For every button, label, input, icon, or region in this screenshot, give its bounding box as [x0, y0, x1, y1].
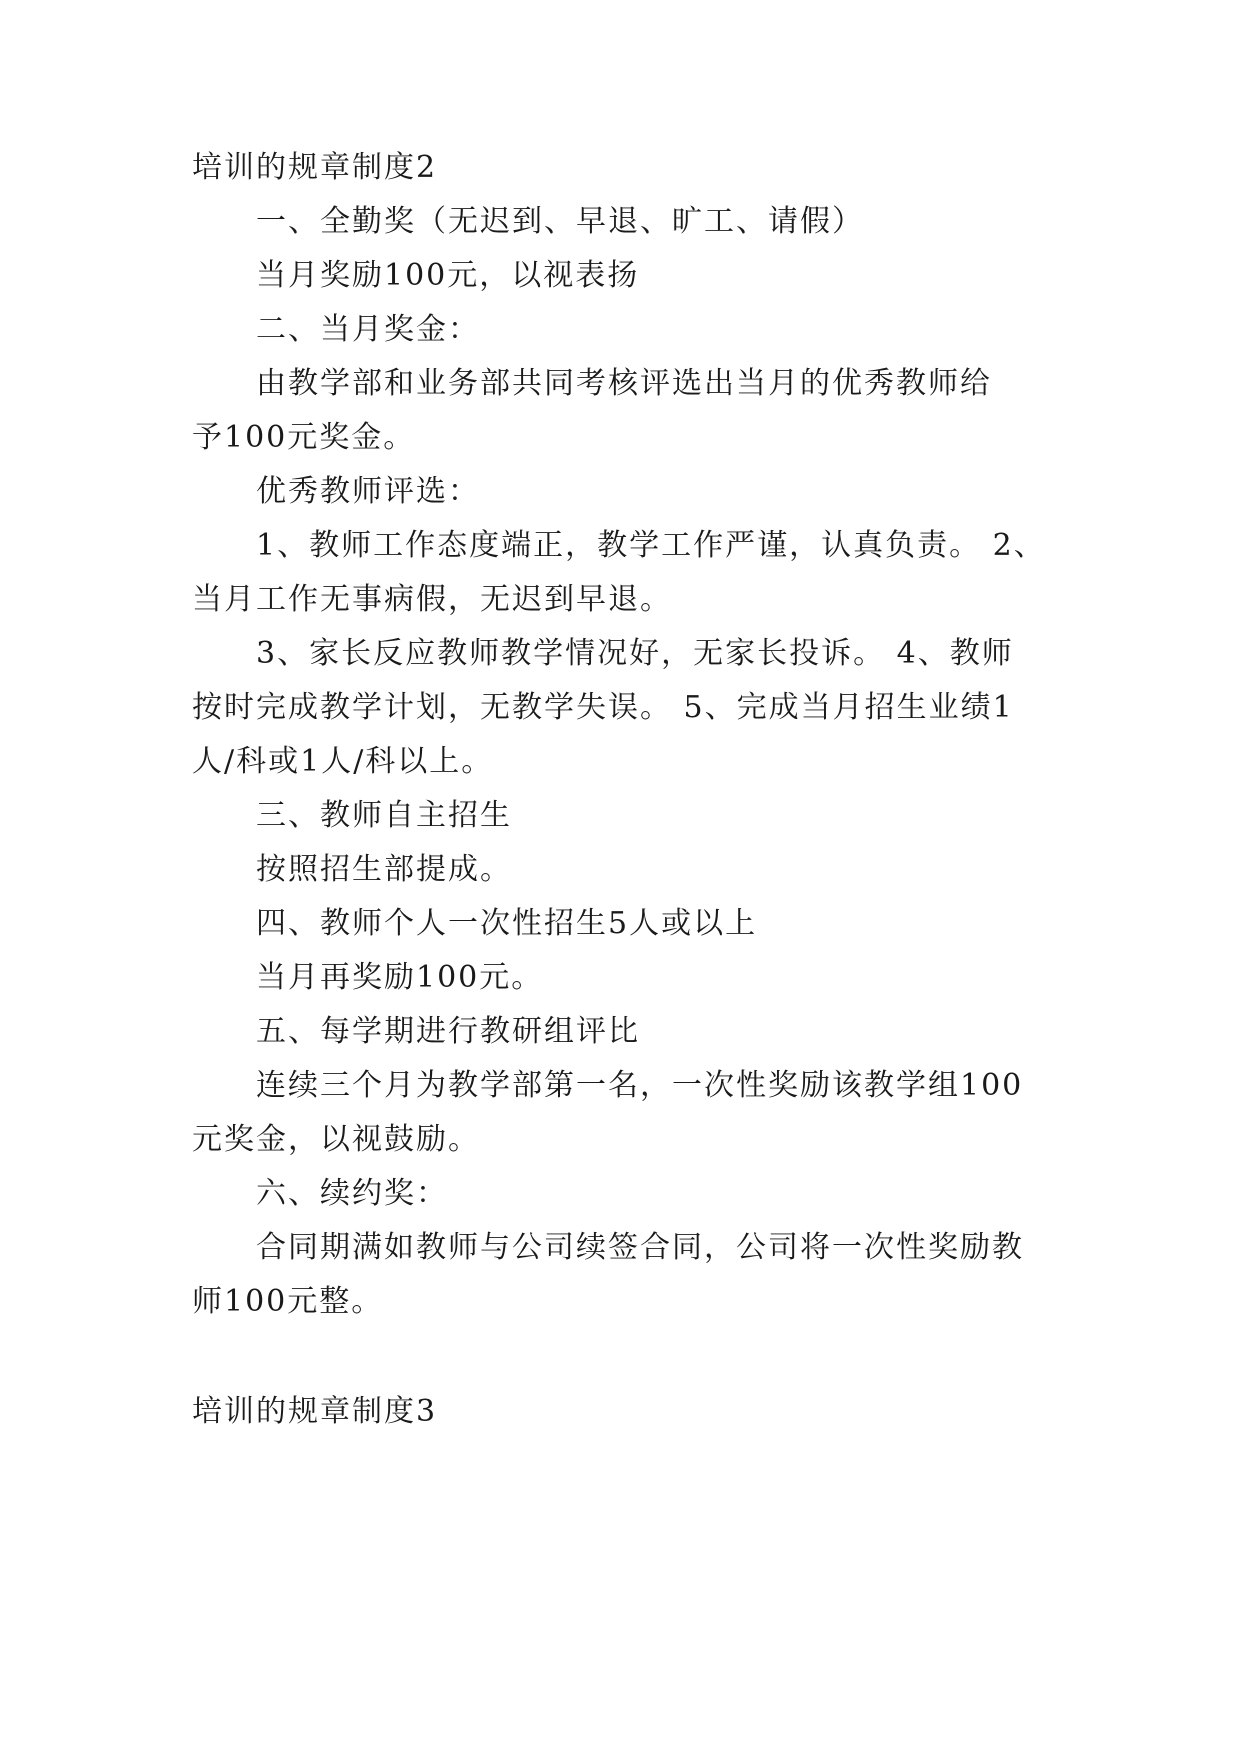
- paragraph-line: 3、家长反应教师教学情况好，无家长投诉。 4、教师: [256, 636, 1014, 671]
- paragraph-line: 当月再奖励100元。: [256, 960, 544, 995]
- paragraph-line: 按照招生部提成。: [256, 852, 512, 887]
- paragraph-line: 六、续约奖：: [256, 1176, 448, 1211]
- paragraph-line: 五、每学期进行教研组评比: [256, 1014, 640, 1049]
- paragraph-line: 合同期满如教师与公司续签合同，公司将一次性奖励教: [256, 1230, 1024, 1265]
- paragraph-line: 优秀教师评选：: [256, 474, 480, 509]
- paragraph-line: 按时完成教学计划，无教学失误。 5、完成当月招生业绩1: [192, 690, 1014, 725]
- paragraph-line: 1、教师工作态度端正，教学工作严谨，认真负责。 2、: [256, 528, 1046, 563]
- paragraph-line: 三、教师自主招生: [256, 798, 512, 833]
- paragraph-line: 二、当月奖金：: [256, 312, 480, 347]
- section-title: 培训的规章制度2: [192, 150, 438, 185]
- paragraph-line: 当月工作无事病假，无迟到早退。: [192, 582, 672, 617]
- section-title: 培训的规章制度3: [192, 1394, 438, 1429]
- paragraph-line: 元奖金，以视鼓励。: [192, 1122, 480, 1157]
- paragraph-line: 师100元整。: [192, 1284, 384, 1319]
- paragraph-line: 由教学部和业务部共同考核评选出当月的优秀教师给: [256, 366, 992, 401]
- paragraph-line: 四、教师个人一次性招生5人或以上: [256, 906, 758, 941]
- paragraph-line: 人/科或1人/科以上。: [192, 744, 494, 779]
- paragraph-line: 当月奖励100元，以视表扬: [256, 258, 640, 293]
- paragraph-line: 连续三个月为教学部第一名，一次性奖励该教学组100: [256, 1068, 1024, 1103]
- paragraph-line: 予100元奖金。: [192, 420, 416, 455]
- paragraph-line: 一、全勤奖（无迟到、早退、旷工、请假）: [256, 204, 864, 239]
